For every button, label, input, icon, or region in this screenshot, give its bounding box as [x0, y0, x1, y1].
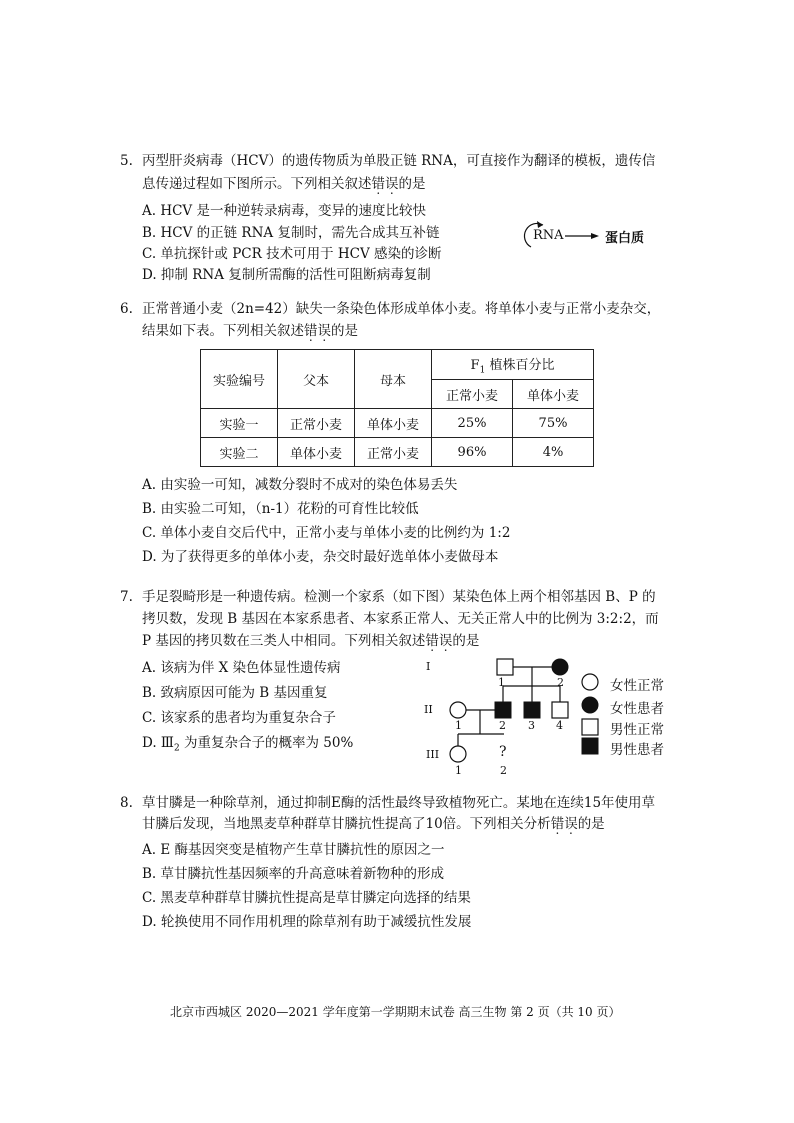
- table-row: 实验一 正常小麦 单体小麦 25% 75%: [201, 409, 594, 438]
- q5-option-a: A. HCV 是一种逆转录病毒，变异的速度比较快: [142, 203, 426, 219]
- q5-stem-line2: 息传递过程如下图所示。下列相关叙述错误的是: [142, 176, 426, 192]
- pedigree-II4-normal-male: [552, 702, 568, 718]
- pedigree-I2-affected-female: [552, 659, 568, 675]
- header-mother: 母本: [355, 350, 432, 409]
- pedigree-II2-affected-male: [495, 702, 511, 718]
- q7-option-d: D. $Ⅲ_2$ 为重复杂合子的概率为 50%: [142, 735, 354, 754]
- ind-label-II1: 1: [455, 719, 462, 732]
- header-father: 父本: [278, 350, 355, 409]
- pedigree-III2-unknown: ?: [499, 744, 507, 760]
- q6-option-d: D. 为了获得更多的单体小麦，杂交时最好选单体小麦做母本: [142, 549, 499, 565]
- q6-option-a: A. 由实验一可知，减数分裂时不成对的染色体易丢失: [142, 477, 458, 493]
- q7-number: 7.: [120, 589, 133, 605]
- legend-affected-male: 男性患者: [610, 742, 664, 758]
- ind-label-II3: 3: [528, 719, 535, 732]
- gen-label-III: III: [426, 748, 440, 761]
- q8-option-c: C. 黑麦草种群草甘膦抗性提高是草甘膦定向选择的结果: [142, 890, 471, 906]
- ind-label-II2: 2: [499, 719, 506, 732]
- legend-normal-male: 男性正常: [610, 722, 664, 738]
- q5-option-c: C. 单抗探针或 PCR 技术可用于 HCV 感染的诊断: [142, 246, 442, 262]
- ind-label-I1: 1: [498, 676, 505, 689]
- q8-stem-line2: 甘膦后发现，当地黑麦草种群草甘膦抗性提高了10倍。下列相关分析错误的是: [142, 816, 605, 832]
- rna-label: RNA: [533, 228, 564, 243]
- q6-option-b: B. 由实验二可知，（n-1）花粉的可育性比较低: [142, 501, 419, 517]
- q7-option-c: C. 该家系的患者均为重复杂合子: [142, 710, 336, 726]
- q5-stem-line1: 5. 丙型肝炎病毒（HCV）的遗传物质为单股正链 RNA，可直接作为翻译的模板，遗传信: [120, 150, 655, 172]
- q8-stem-line1: 8. 草甘膦是一种除草剂，通过抑制E酶的活性最终导致植物死亡。某地在连续15年使用草: [120, 792, 655, 814]
- legend-normal-male-icon: [582, 719, 598, 735]
- q8-option-d: D. 轮换使用不同作用机理的除草剂有助于减缓抗性发展: [142, 914, 472, 930]
- table-row: 实验二 单体小麦 正常小麦 96% 4%: [201, 438, 594, 467]
- q7-option-a: A. 该病为伴 X 染色体显性遗传病: [142, 660, 341, 676]
- ind-label-III2: 2: [500, 764, 507, 777]
- ind-label-III1: 1: [455, 764, 462, 777]
- q6-number: 6.: [120, 301, 133, 317]
- q7-stem-line2: 拷贝数，发现 B 基因在本家系患者、本家系正常人、无关正常人中的比例为 3:2:2，而: [142, 611, 659, 627]
- q5-option-d: D. 抑制 RNA 复制所需酶的活性可阻断病毒复制: [142, 267, 431, 283]
- ind-label-I2: 2: [557, 676, 564, 689]
- legend-affected-female: 女性患者: [610, 701, 664, 717]
- legend-normal-female-icon: [582, 674, 598, 690]
- q6-stem-line2: 结果如下表。下列相关叙述错误的是: [142, 323, 358, 339]
- q7-stem-line3: P 基因的拷贝数在三类人中相同。下列相关叙述错误的是: [142, 633, 480, 649]
- q7-stem-line1: 7. 手足裂畸形是一种遗传病。检测一个家系（如下图）某染色体上两个相邻基因 B、P 的: [120, 586, 656, 608]
- header-mono-wheat: 单体小麦: [513, 380, 594, 409]
- q8-option-a: A. E 酶基因突变是植物产生草甘膦抗性的原因之一: [142, 842, 445, 858]
- q6-stem-line1: 6. 正常普通小麦（2n=42）缺失一条染色体形成单体小麦。将单体小麦与正常小麦杂交，: [120, 298, 660, 320]
- gen-label-II: II: [424, 703, 433, 716]
- ind-label-II4: 4: [556, 719, 563, 732]
- q8-number: 8.: [120, 795, 133, 811]
- page-footer: 北京市西城区 2020—2021 学年度第一学期期末试卷 高三生物 第 2 页（共 10 页）: [170, 1005, 621, 1019]
- pedigree-I1-normal-male: [497, 659, 513, 675]
- q7-option-b: B. 致病原因可能为 B 基因重复: [142, 685, 328, 701]
- q5-option-b: B. HCV 的正链 RNA 复制时，需先合成其互补链: [142, 225, 440, 241]
- pedigree-III1-normal-female: [450, 746, 466, 762]
- header-f1-percent: $F_1$ 植株百分比: [432, 350, 594, 380]
- header-normal-wheat: 正常小麦: [432, 380, 513, 409]
- q8-option-b: B. 草甘膦抗性基因频率的升高意味着新物种的形成: [142, 866, 445, 882]
- q5-number: 5.: [120, 153, 133, 169]
- pedigree-II3-affected-male: [524, 702, 540, 718]
- legend-affected-female-icon: [582, 697, 598, 713]
- q6-results-table: [200, 349, 594, 467]
- gen-label-I: I: [426, 660, 431, 673]
- header-experiment-id: 实验编号: [201, 350, 278, 409]
- pedigree-II1-normal-female: [450, 702, 466, 718]
- q6-option-c: C. 单体小麦自交后代中，正常小麦与单体小麦的比例约为 1:2: [142, 525, 511, 541]
- pedigree-chart: [420, 652, 700, 782]
- legend-normal-female: 女性正常: [610, 678, 664, 694]
- legend-affected-male-icon: [582, 738, 598, 754]
- protein-label: 蛋白质: [605, 231, 645, 246]
